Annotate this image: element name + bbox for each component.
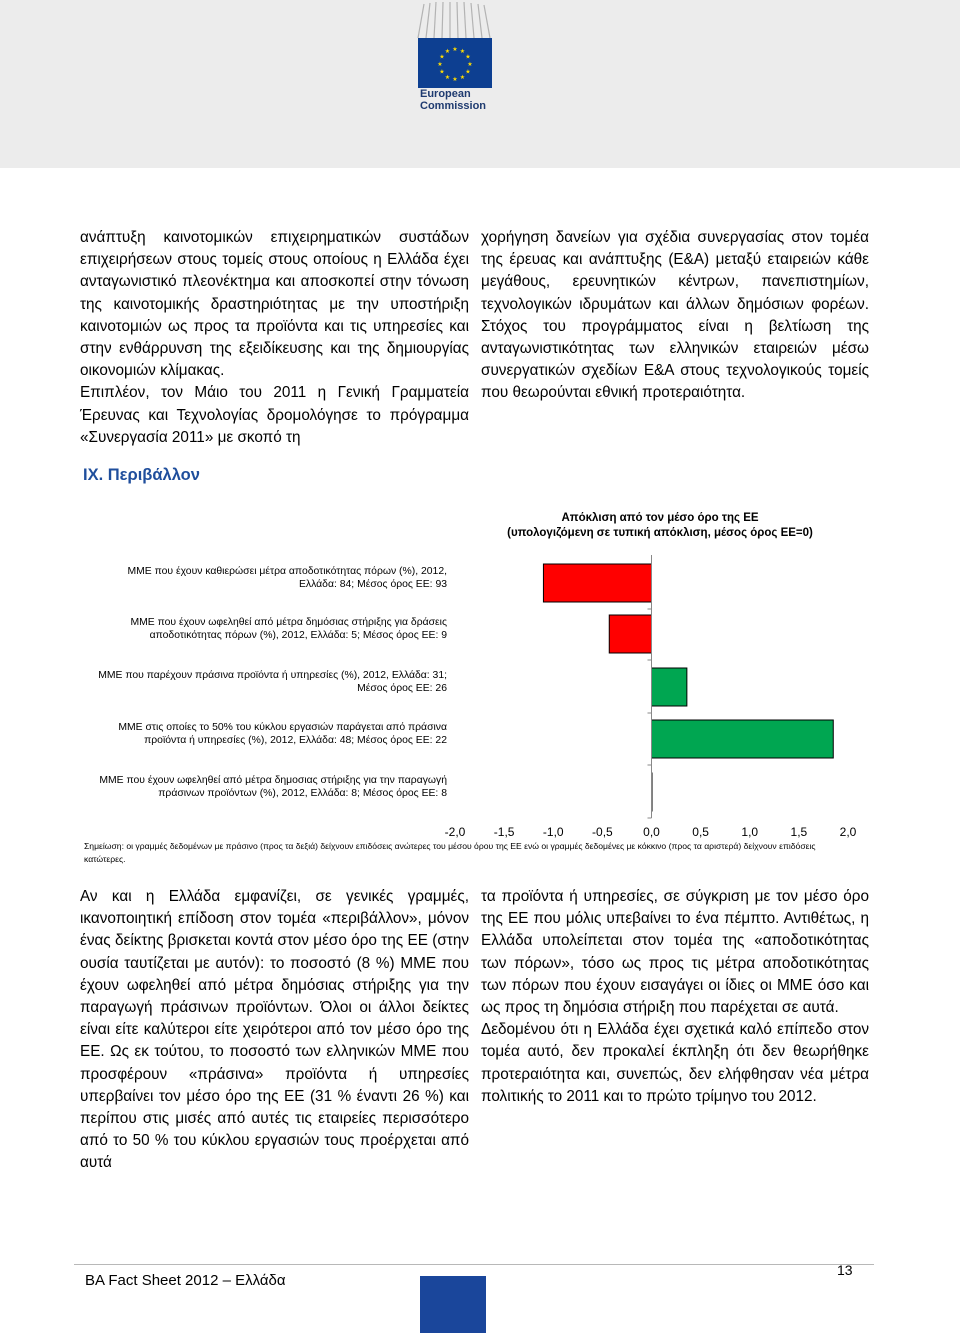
page-number: 13 xyxy=(837,1262,853,1278)
x-tick-label: 0,0 xyxy=(643,825,660,839)
x-tick-label: -0,5 xyxy=(592,825,613,839)
section-heading: IX. Περιβάλλον xyxy=(83,466,200,484)
svg-text:★: ★ xyxy=(467,61,473,68)
category-label: ΜΜΕ που έχουν ωφεληθεί από μέτρα δημοσιας στήριξης για την παραγωγή xyxy=(99,775,447,786)
ec-wordmark-line2: Commission xyxy=(420,100,487,112)
svg-text:★: ★ xyxy=(437,61,443,68)
paragraph: Αν και η Ελλάδα εμφανίζει, σε γενικές γραμμές, ικανοποιητική επίδοση στον τομέα «περιβάλλον», μόνον ένας δείκτης βρισκεται κοντά στον μέσο όρο της ΕΕ (στην ουσία ταυτίζεται με αυτόν): το ποσοστό (8 %) ΜΜΕ που έχουν ωφεληθεί από μέτρα δημόσιας στήριξης για την παραγωγή πράσινων προϊόντων. Όλοι οι άλλοι δείκτες είναι είτε καλύτεροι είτε χειρότεροι από τον μέσο όρο της ΕΕ. Ως εκ τούτου, το ποσοστό των ελληνικών ΜΜΕ που προσφέρουν «πράσινα» προϊόντα ή υπηρεσίες υπερβαίνει τον μέσο όρο της ΕΕ (31 % έναντι 26 %) και περίπου στις μισές από αυτές τις εταιρείες περισσότερο από το 50 % του κύκλου εργασιών τους προέρχεται από αυτά xyxy=(80,888,469,1172)
svg-text:★: ★ xyxy=(465,68,471,76)
chart-note-line1: Σημείωση: οι γραμμές δεδομένων με πράσινο (προς τα δεξιά) δείχνουν επιδόσεις ανώτερες του μέσου όρου της ΕΕ ενώ οι γραμμές δεδομένες με κόκκινο (προς τα αριστερά) δείχνουν επιδόσεις xyxy=(84,841,816,851)
category-label: ΜΜΕ που έχουν ωφεληθεί από μέτρα δημόσιας στήριξης για δράσεις xyxy=(130,617,447,628)
chart-note-line2: κατώτερες. xyxy=(84,854,126,864)
x-tick-label: 1,5 xyxy=(790,825,808,839)
eu-stars-icon xyxy=(418,38,492,88)
footer-divider xyxy=(74,1264,874,1265)
deviation-bar-chart xyxy=(0,500,960,872)
paragraph: χορήγηση δανείων για σχέδια συνεργασίας στον τομέα της έρευας και ανάπτυξης (Ε&Α) μεταξύ εταιρειών κάθε μεγάθους, ερευνητικών κέντρων, πανεπιστημίων, τεχνολογικών ιδρυμάτων και άλλων δημόσιων φορέων. Στόχος του προγράμματος είναι η βελτίωση της ανταγωνιστικότητας των ελληνικών εταιρειών μέσω συνεργατικών σχεδίων Ε&Α στους τεχνολογικούς τομείς που θεωρούνται εθνική προτεραιότητα. xyxy=(481,229,869,402)
category-label: ΜΜΕ που παρέχουν πράσινα προϊόντα ή υπηρεσίες (%), 2012, Ελλάδα: 31; xyxy=(98,670,447,681)
bar xyxy=(543,564,651,602)
paragraph: Δεδομένου ότι η Ελλάδα έχει σχετικά καλό επίπεδο στον τομέα αυτό, δεν προκαλεί έκπληξη ότι δεν θεωρήθηκε προτεραιότητα και, συνεπώς, δεν ελήφθησαν νέα μέτρα πολιτικής το 2011 και το πρώτο τρίμηνο του 2012. xyxy=(481,1021,869,1105)
eu-flag xyxy=(418,38,492,88)
svg-text:★: ★ xyxy=(465,53,471,61)
svg-text:★: ★ xyxy=(452,76,458,83)
svg-text:★: ★ xyxy=(444,74,451,81)
svg-text:★: ★ xyxy=(459,74,466,81)
category-label: ΜΜΕ στις οποίες το 50% του κύκλου εργασιών παράγεται από πράσινα xyxy=(118,722,447,733)
x-tick-label: -1,0 xyxy=(542,825,564,839)
category-label: πράσινων προϊόντων (%), 2012, Ελλάδα: 8; Μέσος όρος ΕΕ: 8 xyxy=(158,788,447,799)
paragraph: ανάπτυξη καινοτομικών επιχειρηματικών συστάδων επιχειρήσεων στους τομείς στους οποίους η Ελλάδα έχει ανταγωνιστικό πλεονέκτημα και αποσκοπεί στην τόνωση της καινοτομικής δραστηριότητας με την υποστήριξη καινοτομιών ως προς τα προϊόντα και τις υπηρεσίες και στην ενθάρρυνση της εξειδίκευσης και της δημιουργίας οικονομιών κλίμακας. xyxy=(80,229,469,380)
x-tick-label: 1,0 xyxy=(741,825,759,839)
body-bottom-left-column xyxy=(80,886,469,1175)
category-label: αποδοτικότητας πόρων (%), 2012, Ελλάδα: 5; Μέσος όρος ΕΕ: 9 xyxy=(149,630,447,641)
bar xyxy=(652,720,834,758)
category-label: Μέσος όρος ΕΕ: 26 xyxy=(357,683,447,694)
bar xyxy=(609,615,651,653)
body-bottom-right-column xyxy=(481,886,869,1108)
paragraph: τα προϊόντα ή υπηρεσίες, σε σύγκριση με τον μέσο όρο της ΕΕ που μόλις υπεβαίνει το ένα πέμπτο. Αντιθέτως, η Ελλάδα υπολείπεται στον τομέα της «αποδοτικότητας των πόρων», τόσο ως προς τις μέτρα αποδοτικότητας των πόρων που έχουν εισαγάγει οι ίδιες οι ΜΜΕ όσο και ως προς τη δημόσια στήριξη που παρέχεται σε αυτά. xyxy=(481,888,869,1017)
x-tick-label: 2,0 xyxy=(839,825,857,839)
svg-text:★: ★ xyxy=(452,46,458,53)
body-top-left-column xyxy=(80,227,469,449)
footer-blue-block xyxy=(420,1276,486,1333)
svg-text:★: ★ xyxy=(444,48,451,55)
berlaymont-building-icon xyxy=(412,0,498,40)
svg-text:★: ★ xyxy=(459,48,466,55)
category-label: Ελλάδα: 84; Μέσος όρος ΕΕ: 93 xyxy=(299,579,447,590)
svg-text:★: ★ xyxy=(439,53,445,61)
bar xyxy=(652,668,687,706)
category-label: ΜΜΕ που έχουν καθιερώσει μέτρα αποδοτικότητας πόρων (%), 2012, xyxy=(127,566,447,577)
ec-wordmark-line1: European xyxy=(420,88,471,100)
ec-wordmark xyxy=(420,88,486,112)
european-commission-logo xyxy=(412,0,498,124)
svg-text:★: ★ xyxy=(439,68,445,76)
footer-title: BA Fact Sheet 2012 – Ελλάδα xyxy=(85,1272,286,1289)
chart-subtitle: (υπολογιζόμενη σε τυπική απόκλιση, μέσος όρος ΕΕ=0) xyxy=(507,527,813,539)
paragraph: Επιπλέον, τον Μάιο του 2011 η Γενική Γραμματεία Έρευνας και Τεχνολογίας δρομολόγησε το πρόγραμμα «Συνεργασία 2011» με σκοπό τη xyxy=(80,384,469,446)
x-tick-label: 0,5 xyxy=(692,825,709,839)
x-tick-label: -1,5 xyxy=(493,825,515,839)
chart-title: Απόκλιση από τον μέσο όρο της ΕΕ xyxy=(561,512,759,524)
category-label: προϊόντα ή υπηρεσίες (%), 2012, Ελλάδα: 48; Μέσος όρος ΕΕ: 22 xyxy=(144,735,447,746)
x-tick-label: -2,0 xyxy=(444,825,466,839)
body-top-right-column xyxy=(481,227,869,405)
